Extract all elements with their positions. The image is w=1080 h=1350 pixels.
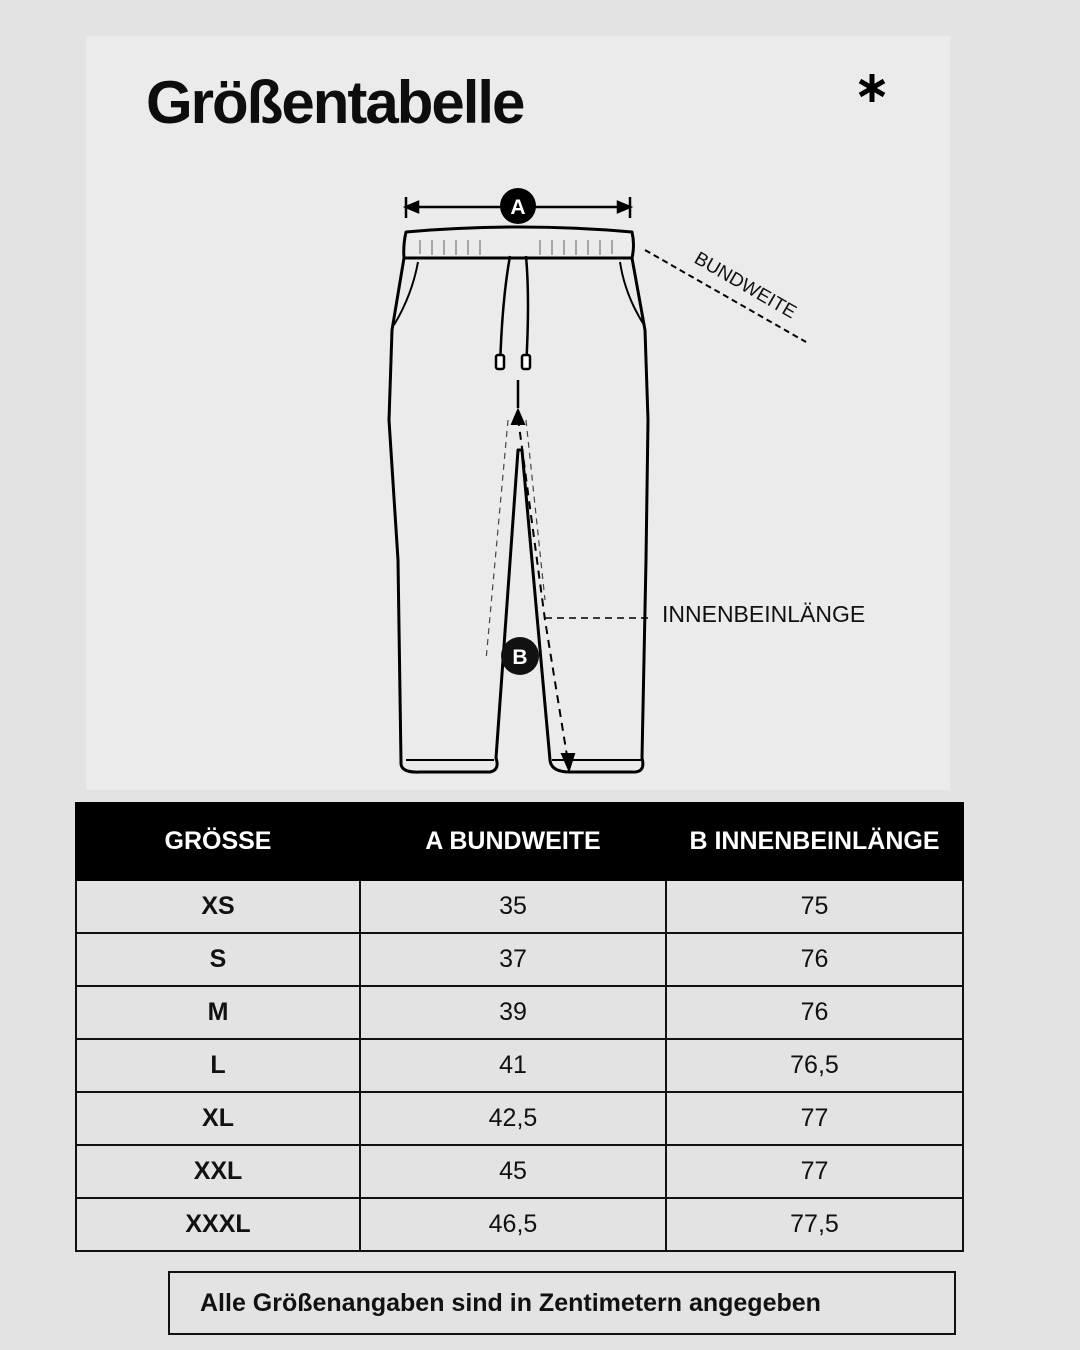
units-note-text: Alle Größenangaben sind in Zentimetern angegeben	[200, 1288, 821, 1317]
cell-size: S	[76, 933, 360, 986]
table-row	[76, 880, 963, 933]
asterisk-icon	[852, 64, 892, 114]
cell-waist: 39	[360, 986, 666, 1039]
table-row	[76, 933, 963, 986]
pants-outline	[389, 227, 648, 772]
marker-a: A	[510, 196, 526, 219]
cell-size: XXL	[76, 1145, 360, 1198]
size-table	[75, 802, 964, 1252]
header-inseam: B INNENBEINLÄNGE	[666, 803, 963, 880]
table-row	[76, 1039, 963, 1092]
drawstring	[496, 256, 530, 408]
cell-inseam: 77,5	[666, 1198, 963, 1251]
cell-waist: 41	[360, 1039, 666, 1092]
cell-inseam: 75	[666, 880, 963, 933]
inseam-arrow	[512, 410, 574, 770]
table-row	[76, 1145, 963, 1198]
header-size: GRÖSSE	[76, 803, 360, 880]
cell-inseam: 76,5	[666, 1039, 963, 1092]
label-bundweite: BUNDWEITE	[690, 248, 800, 324]
cell-inseam: 76	[666, 933, 963, 986]
cell-waist: 37	[360, 933, 666, 986]
cell-size: XXXL	[76, 1198, 360, 1251]
page-title: Größentabelle	[146, 69, 524, 136]
cell-waist: 35	[360, 880, 666, 933]
cell-inseam: 76	[666, 986, 963, 1039]
units-note	[168, 1271, 956, 1335]
pants-diagram	[300, 180, 920, 780]
cell-waist: 46,5	[360, 1198, 666, 1251]
cell-waist: 42,5	[360, 1092, 666, 1145]
cell-size: L	[76, 1039, 360, 1092]
header-waist: A BUNDWEITE	[360, 803, 666, 880]
cell-waist: 45	[360, 1145, 666, 1198]
cell-size: XL	[76, 1092, 360, 1145]
table-row	[76, 986, 963, 1039]
cell-inseam: 77	[666, 1145, 963, 1198]
table-row	[76, 1092, 963, 1145]
marker-b: B	[512, 646, 528, 669]
label-innenbeinlaenge: INNENBEINLÄNGE	[662, 601, 866, 627]
table-header-row	[76, 803, 963, 880]
table-row	[76, 1198, 963, 1251]
cell-inseam: 77	[666, 1092, 963, 1145]
cell-size: M	[76, 986, 360, 1039]
cell-size: XS	[76, 880, 360, 933]
